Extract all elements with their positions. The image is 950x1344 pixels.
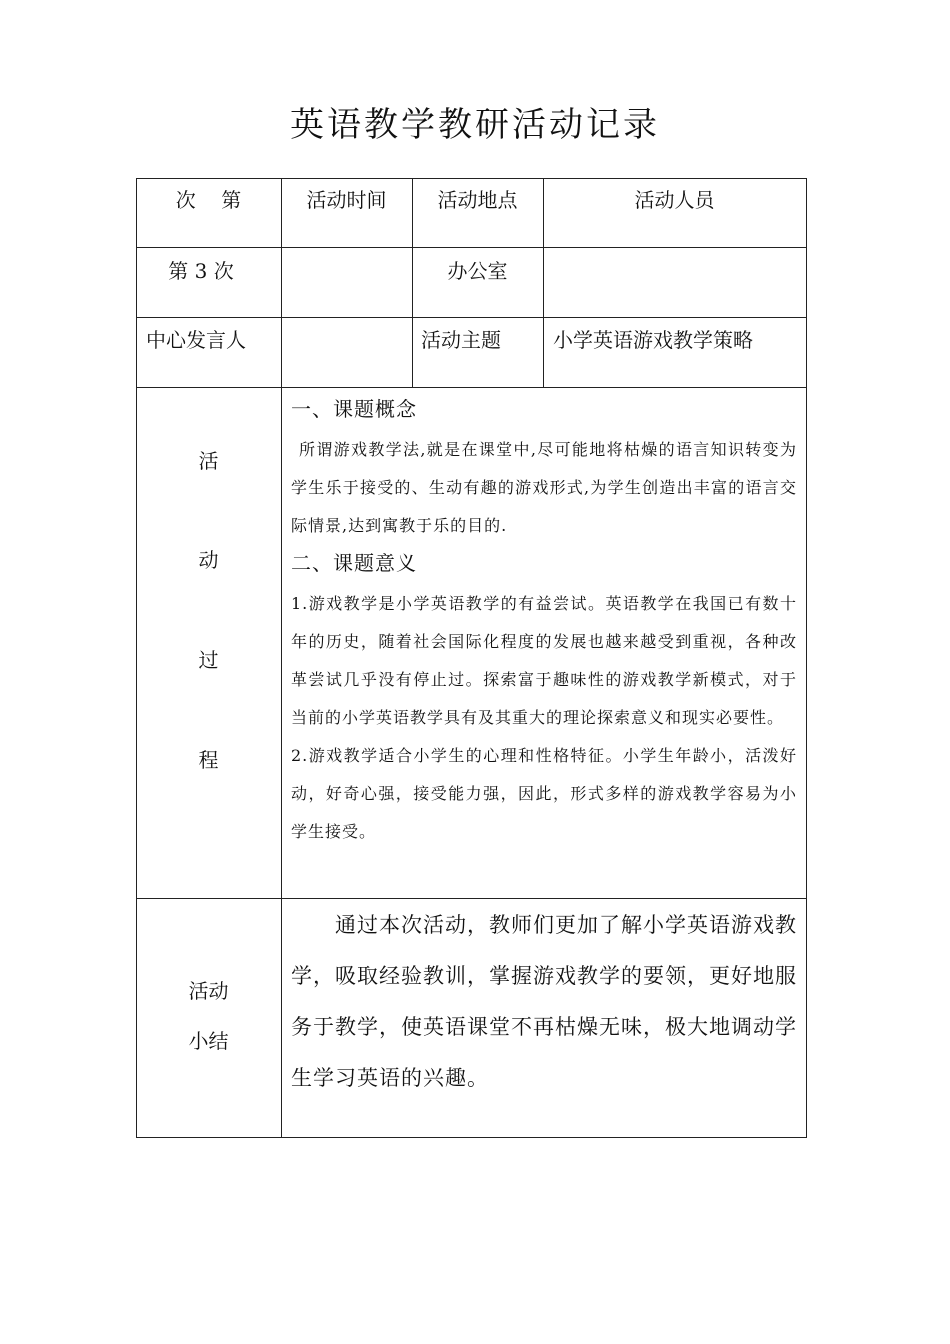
topic-value: 小学英语游戏教学策略 <box>553 328 753 352</box>
header-count: 次 第 <box>175 188 242 212</box>
table-border-bottom <box>136 1137 807 1138</box>
header-place: 活动地点 <box>437 188 518 212</box>
table-row-divider <box>136 898 807 899</box>
summary-text: 通过本次活动，教师们更加了解小学英语游戏教学，吸取经验教训，掌握游戏教学的要领，更好地服务于教学，使英语课堂不再枯燥无味，极大地调动学生学习英语的兴趣。 <box>291 913 797 1090</box>
activity-place: 办公室 <box>447 259 508 283</box>
speaker-label: 中心发言人 <box>146 328 246 352</box>
table-border-right <box>806 178 807 1138</box>
summary-label-line: 活动 <box>188 979 229 1003</box>
section-paragraph: 所谓游戏教学法,就是在课堂中,尽可能地将枯燥的语言知识转变为学生乐于接受的、生动有趣的游戏形式,为学生创造出丰富的语言交际情景,达到寓教于乐的目的. <box>291 440 797 535</box>
table-row-divider <box>136 387 807 388</box>
process-label-char: 活 <box>198 449 219 473</box>
table-row-divider <box>136 317 807 318</box>
topic-label: 活动主题 <box>421 328 501 352</box>
table-border-top <box>136 178 807 179</box>
process-label-char: 动 <box>198 548 219 572</box>
section-point: 1.游戏教学是小学英语教学的有益尝试。英语教学在我国已有数十年的历史，随着社会国际化程度的发展也越来越受到重视，各种改革尝试几乎没有停止过。探索富于趣味性的游戏教学新模式，对于当前的小学英语教学具有及其重大的理论探索意义和现实必要性。 <box>291 594 797 727</box>
process-label-char: 程 <box>198 748 219 772</box>
session-count: 第 3 次 <box>168 259 234 283</box>
table-row-divider <box>136 247 807 248</box>
section-heading: 一、课题概念 <box>291 397 417 421</box>
section-point: 2.游戏教学适合小学生的心理和性格特征。小学生年龄小，活泼好动，好奇心强，接受能力强，因此，形式多样的游戏教学容易为小学生接受。 <box>291 746 797 841</box>
header-time: 活动时间 <box>306 188 387 212</box>
process-label-char: 过 <box>198 648 219 672</box>
table-col-divider <box>281 178 282 1138</box>
document-title: 英语教学教研活动记录 <box>290 105 660 145</box>
summary-label-line: 小结 <box>188 1029 229 1053</box>
header-members: 活动人员 <box>634 188 715 212</box>
section-heading: 二、课题意义 <box>291 551 417 575</box>
process-content <box>291 395 797 851</box>
